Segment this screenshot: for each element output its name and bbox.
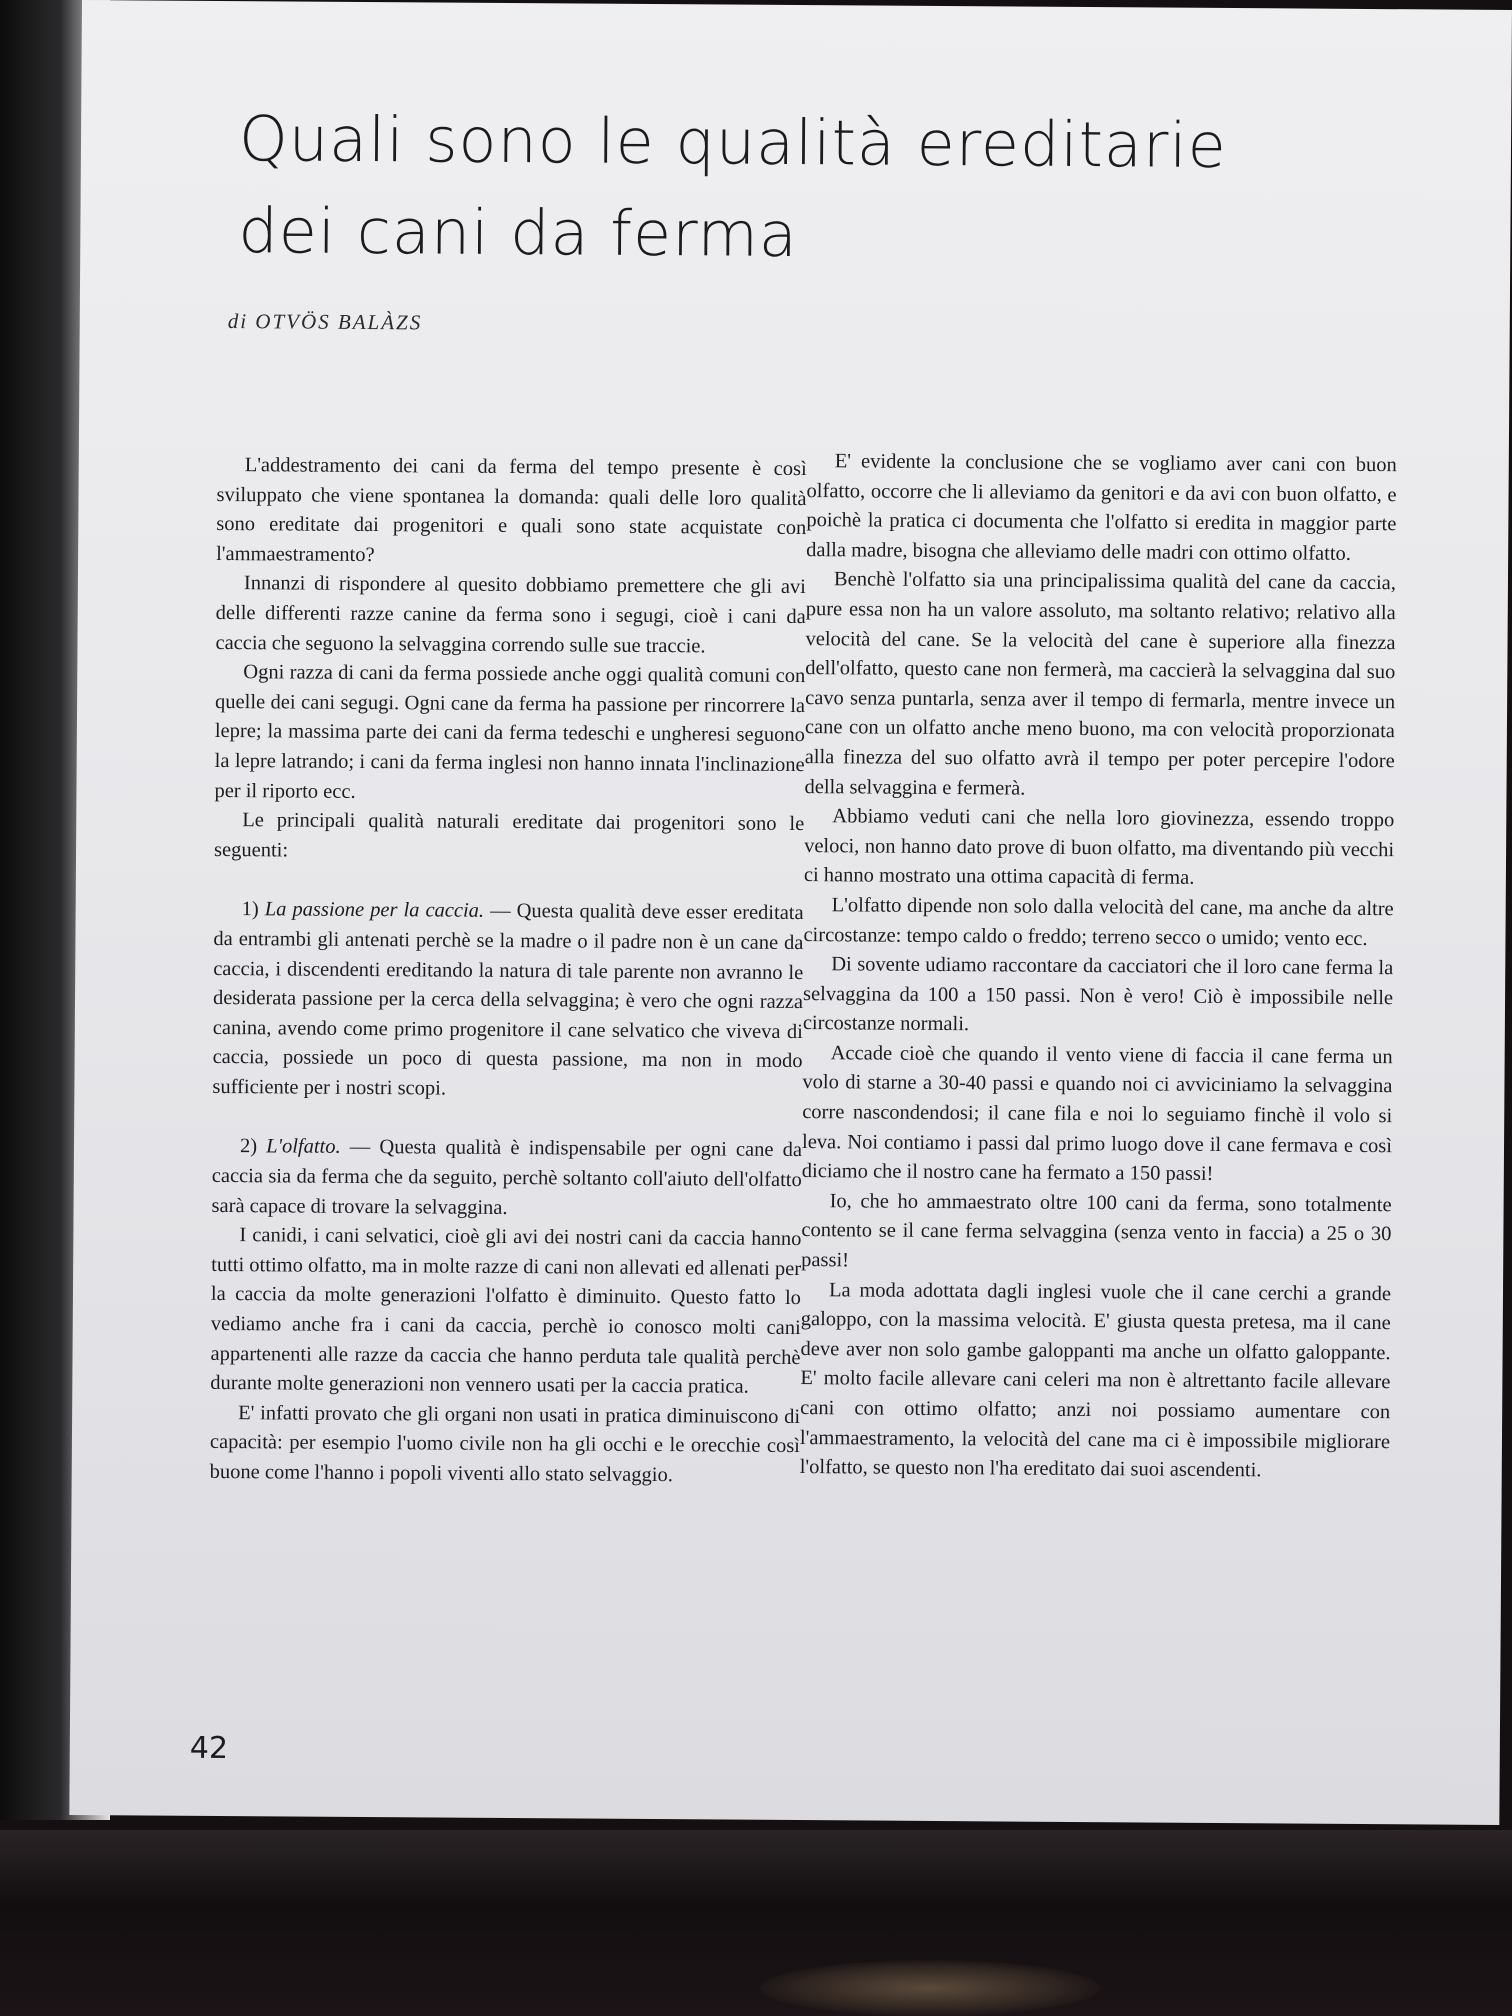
paragraph: Ogni razza di cani da ferma possiede anche oggi qualità comuni con quelle dei cani segugi. Ogni cane da ferma ha passione per rincorrere la lepre; la massima parte dei cani da ferma tedeschi e ungheresi seguono la lepre latrando; i cani da ferma inglesi non hanno innata l'inclinazione per il riporto ecc. [214, 661, 806, 803]
section-text: — Questa qualità è indispensabile per ogni cane da caccia sia da ferma che da seguito, perchè soltanto coll'aiuto dell'olfatto sarà capace di trovare la selvaggina. [211, 1136, 803, 1219]
paragraph: I canidi, i cani selvatici, cioè gli avi dei nostri cani da caccia hanno tutti ottimo olfatto, ma in molte razze di cani non allevati ed allenati per la caccia da molte generazioni l'olfatto è diminuito. Questo fatto lo vediamo anche fra i cani da caccia, perchè io conosco molti cani appartenenti alle razze da caccia che hanno perduta tale qualità perchè durante molte generazioni non vennero usati per la caccia pratica. [210, 1224, 802, 1398]
magazine-page [69, 0, 1512, 1825]
background-table-surface [0, 1830, 1512, 2016]
paragraph: Io, che ho ammaestrato oltre 100 cani da ferma, sono totalmente contento se il cane ferma selvaggina (senza vento in faccia) a 25 o 30 passi! [801, 1190, 1392, 1272]
author-byline: di OTVÖS BALÀZS [227, 309, 423, 335]
section-olfatto [211, 1132, 802, 1225]
paragraph: Accade cioè che quando il vento viene di faccia il cane ferma un volo di starne a 30-40 passi e quando noi ci avviciniamo la selvaggina corre nascondendosi; il cane fila e noi lo seguiamo finchè il volo si leva. Noi contiamo i passi dal primo luogo dove il cane fermava e così diciamo che il nostro cane ha fermato a 150 passi! [801, 1042, 1393, 1186]
section-passione [212, 895, 803, 1106]
paragraph: Le principali qualità naturali ereditate dai progenitori sono le seguenti: [213, 809, 805, 862]
section-number: 2) [239, 1135, 258, 1158]
right-column [800, 447, 1397, 1487]
title-line-1: Quali sono le qualità ereditarie [238, 102, 1228, 182]
paragraph: E' infatti provato che gli organi non usati in pratica diminuiscono di capacità: per esempio l'uomo civile non ha gli occhi e le orecchie così buone come l'hanno i popoli viventi allo stato selvaggio. [209, 1401, 801, 1487]
title-line-2: dei cani da ferma [238, 194, 799, 272]
paragraph: Innanzi di rispondere al quesito dobbiamo premettere che gli avi delle differenti razze canine da ferma sono i segugi, cioè i cani da caccia che seguono la selvaggina correndo sulle sue traccie. [215, 572, 806, 657]
section-text: — Questa qualità deve esser ereditata da entrambi gli antenati perchè se la madre o il padre non è un cane da caccia, i discendenti ereditando la natura di tale parente non avranno le desiderata passione per la cerca della selvaggina; è vero che ogni razza canina, avendo come primo progenitore il cane selvatico che viveva di caccia, possiede un poco di questa passione, ma non in modo sufficiente per i nostri scopi. [212, 900, 804, 1100]
paragraph: Di sovente udiamo raccontare da cacciatori che il loro cane ferma la selvaggina da 100 a 150 passi. Non è vero! Ciò è impossibile nelle circostanze normali. [802, 953, 1394, 1036]
section-number: 1) [241, 898, 259, 921]
paragraph: Benchè l'olfatto sia una principalissima qualità del cane da caccia, pure essa non ha un valore assoluto, ma soltanto relativo; relativo alla velocità del cane. Se la velocità del cane è superiore alla finezza dell'olfatto, questo cane non fermerà, ma caccierà la selvaggina dal suo cavo senza puntarla, senza aver il tempo di fermarla, mentre invece un cane con un olfatto anche meno buono, ma con velocità proporzionata alla finezza del suo olfatto avrà il tempo per poter percepire l'odore della selvaggina e fermerà. [804, 568, 1397, 800]
section-heading: L'olfatto. [266, 1135, 341, 1159]
paragraph: E' evidente la conclusione che se vogliamo aver cani con buon olfatto, occorre che li alleviamo da genitori e da avi con buon olfatto, e poichè la pratica ci documenta che l'olfatto si eredita in maggior parte dalla madre, bisogna che alleviamo delle madri con ottimo olfatto. [806, 450, 1397, 565]
paragraph: Abbiamo veduti cani che nella loro giovinezza, essendo troppo veloci, non hanno dato prove di buon olfatto, ma diventando più vecchi ci hanno mostrato una ottima capacità di ferma. [803, 805, 1395, 890]
paragraph: La moda adottata dagli inglesi vuole che il cane cerchi a grande galoppo, con la massima velocità. E' giusta questa pretesa, ma il cane deve aver non solo gambe galoppanti ma anche un olfatto galoppante. E' molto facile allevare cani celeri ma non è altrettanto facile allevare cani con ottimo olfatto; anzi noi possiamo aumentare con l'ammaestramento, la velocità del cane ma ci è impossibile migliorare l'olfatto, se questo non l'ha ereditato dai suoi ascendenti. [799, 1278, 1392, 1482]
paragraph: L'addestramento dei cani da ferma del tempo presente è così sviluppato che viene spontanea la domanda: quali delle loro qualità sono ereditate dai progenitori e quali sono state acquistate con l'ammaestramento? [216, 454, 807, 566]
page-number: 42 [189, 1730, 229, 1767]
article-title [238, 93, 1339, 285]
section-heading: La passione per la caccia. [264, 898, 485, 923]
background-object [760, 1960, 1100, 2016]
left-column [210, 451, 807, 1492]
paragraph: L'olfatto dipende non solo dalla velocità del cane, ma anche da altre circostanze: tempo caldo o freddo; terreno secco o umido; vento ecc. [803, 894, 1394, 950]
